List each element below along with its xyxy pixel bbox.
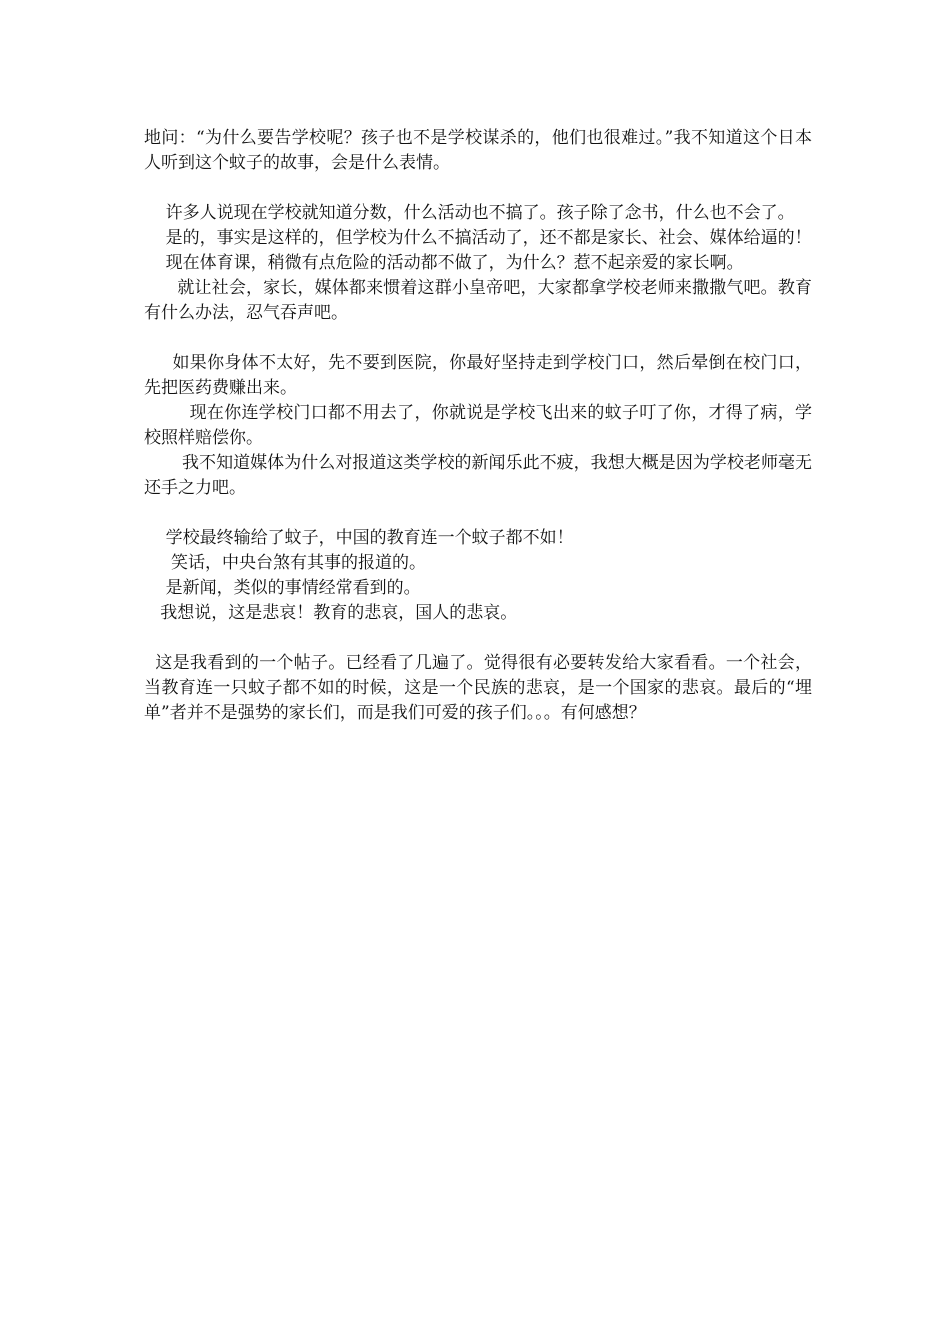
paragraph: 地问：“为什么要告学校呢？孩子也不是学校谋杀的，他们也很难过。”我不知道这个日本人听到这个蚊子的故事，会是什么表情。 <box>144 128 812 173</box>
paragraph: 许多人说现在学校就知道分数，什么活动也不搞了。孩子除了念书，什么也不会了。 <box>144 203 795 223</box>
paragraph: 学校最终输给了蚊子，中国的教育连一个蚊子都不如！ <box>144 528 574 548</box>
blank-line <box>144 326 812 351</box>
paragraph: 这是我看到的一个帖子。已经看了几遍了。觉得很有必要转发给大家看看。一个社会，当教育连一只蚊子都不如的时候，这是一个民族的悲哀，是一个国家的悲哀。最后的“埋单”者并不是强势的家长们，而是我们可爱的孩子们。。。有何感想？ <box>144 653 813 723</box>
paragraph: 我不知道媒体为什么对报道这类学校的新闻乐此不疲，我想大概是因为学校老师毫无还手之力吧。 <box>144 453 813 498</box>
paragraph: 是的，事实是这样的，但学校为什么不搞活动了，还不都是家长、社会、媒体给逼的！ <box>144 228 812 248</box>
paragraph: 笑话，中央台煞有其事的报道的。 <box>144 553 427 573</box>
paragraph: 就让社会，家长，媒体都来惯着这群小皇帝吧，大家都拿学校老师来撒撒气吧。教育有什么办法，忍气吞声吧。 <box>144 278 812 323</box>
paragraph: 是新闻，类似的事情经常看到的。 <box>144 578 421 598</box>
document-body <box>144 126 812 726</box>
blank-line <box>144 501 812 526</box>
paragraph: 我想说，这是悲哀！教育的悲哀，国人的悲哀。 <box>144 603 518 623</box>
blank-line <box>144 176 812 201</box>
paragraph: 如果你身体不太好，先不要到医院，你最好坚持走到学校门口，然后晕倒在校门口，先把医药费赚出来。 <box>144 353 812 398</box>
paragraph: 现在体育课，稍微有点危险的活动都不做了，为什么？惹不起亲爱的家长啊。 <box>144 253 744 273</box>
paragraph: 现在你连学校门口都不用去了，你就说是学校飞出来的蚊子叮了你，才得了病，学校照样赔偿你。 <box>144 403 812 448</box>
blank-line <box>144 626 812 651</box>
